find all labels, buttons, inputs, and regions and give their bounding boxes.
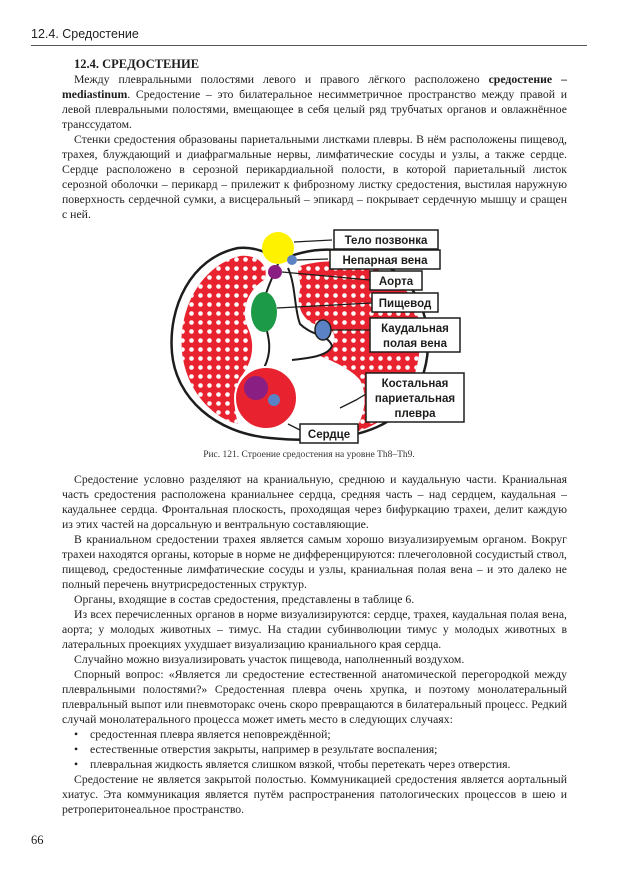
paragraph-7: Случайно можно визуализировать участок пищевода, наполненный воздухом. (74, 653, 465, 666)
azygos-vein (287, 255, 297, 265)
label-vertebral-body-text: Тело позвонка (344, 235, 428, 247)
body-text (62, 472, 567, 817)
label-costal-line3: плевра (394, 408, 436, 420)
paragraph-1 (62, 72, 567, 132)
section-title: 12.4. СРЕДОСТЕНИЕ (74, 57, 200, 71)
label-heart-text: Сердце (307, 429, 351, 441)
heart-chamber-right (268, 394, 280, 406)
aorta (268, 265, 282, 279)
esophagus (251, 292, 277, 332)
label-costal-pleura (366, 373, 464, 422)
paragraph-2: Стенки средостения образованы париетальными листками плевры. В нём расположены пищевод, трахея, блуждающий и диафрагмальные нервы, лимфатические сосуды и узлы, а также сердце. Сердце расположено в серозной перикардиальной полости, в которой париетальный листок серозной оболочки – перикард – прилежит к фиброзному листку средостения, выстилая наружную поверхность сердечной сумки, а висцеральный – эпикард – покрывает сердечную мышцу и сращен с ней. (62, 133, 567, 221)
label-caudal-vena-cava (370, 318, 460, 352)
label-azygos-vein-text: Непарная вена (342, 255, 428, 267)
paragraph-8: Спорный вопрос: «Является ли средостение естественной анатомической перегородкой между плевральными полостями?» Средостенная плевра очень хрупка, и поэтому монолатеральный плевральный выпот или пневмоторакс очень скоро превращаются в билатеральный процесс. Редкий случай монолатерального процесса может иметь место в следующих случаях: (62, 668, 567, 726)
list-item: • средостенная плевра является неповреждённой; (62, 727, 567, 742)
figure-caption: Рис. 121. Строение средостения на уровне Th8–Th9. (203, 450, 415, 460)
paragraph-1-text-c: . Средостение – это билатеральное несимметричное пространство между правой и левой плевральными полостями, вмещающее в себя целый ряд трубчатых органов и овлажнённое транссудатом. (62, 88, 567, 131)
header-rule (31, 45, 587, 46)
label-ivc-line1: Каудальная (381, 323, 449, 335)
list-item: • естественные отверстия закрыты, например в результате воспаления; (62, 742, 567, 757)
paragraph-6: Из всех перечисленных органов в норме визуализируются: сердце, трахея, каудальная полая вена, аорта; у молодых животных – тимус. На стадии субинволюции тимус у молодых животных в латеральных проекциях ухудшает визуализацию краниального края сердца. (62, 608, 567, 651)
paragraph-1-text-a: Между плевральными полостями левого и правого лёгкого расположено (74, 73, 489, 86)
mediastinum-diagram (160, 228, 470, 448)
paragraph-9: Средостение не является закрытой полостью. Коммуникацией средостения является аортальный хиатус. Эта коммуникация является путём распространения патологических процессов в шею и ретроперитонеальное пространство. (62, 773, 567, 816)
label-esophagus (372, 293, 438, 312)
label-costal-line1: Костальная (381, 378, 449, 390)
paragraph-5: Органы, входящие в состав средостения, представлены в таблице 6. (74, 593, 415, 606)
caudal-vena-cava (315, 320, 331, 340)
heart (235, 367, 297, 429)
intro-text (62, 72, 567, 222)
bullet-list (62, 727, 567, 772)
running-head: 12.4. Средостение (31, 27, 139, 41)
label-esophagus-text: Пищевод (378, 298, 432, 310)
label-costal-line2: париетальная (374, 393, 456, 405)
paragraph-3: Средостение условно разделяют на краниальную, среднюю и каудальную части. Краниальная часть средостения расположена краниальнее сердца, средняя часть – над сердцем, каудальная – каудальнее сердца. Фронтальная плоскость, проходящая через бифуркацию трахеи, делит каждую из этих частей на дорсальную и вентральную составляющие. (62, 473, 567, 531)
label-vertebral-body (334, 230, 438, 249)
label-heart (300, 424, 358, 443)
heart-chamber-left (244, 376, 268, 400)
label-ivc-line2: полая вена (383, 338, 447, 350)
term-mediastinum: средостение – mediastinum (62, 73, 568, 101)
page-number: 66 (31, 833, 44, 847)
list-item: • плевральная жидкость является слишком вязкой, чтобы перетекать через отверстия. (62, 757, 567, 772)
paragraph-4: В краниальном средостении трахея является самым хорошо визуализируемым органом. Вокруг трахеи находятся органы, которые в норме не дифференцируются: плечеголовной сосудистый ствол, пищевод, средостенные лимфатические сосуды и узлы, краниальная полая вена – и это далеко не полный перечень внутрисредостенных структур. (62, 533, 567, 591)
label-aorta-text: Аорта (378, 276, 414, 288)
label-aorta (370, 271, 422, 290)
label-azygos-vein (330, 250, 440, 269)
